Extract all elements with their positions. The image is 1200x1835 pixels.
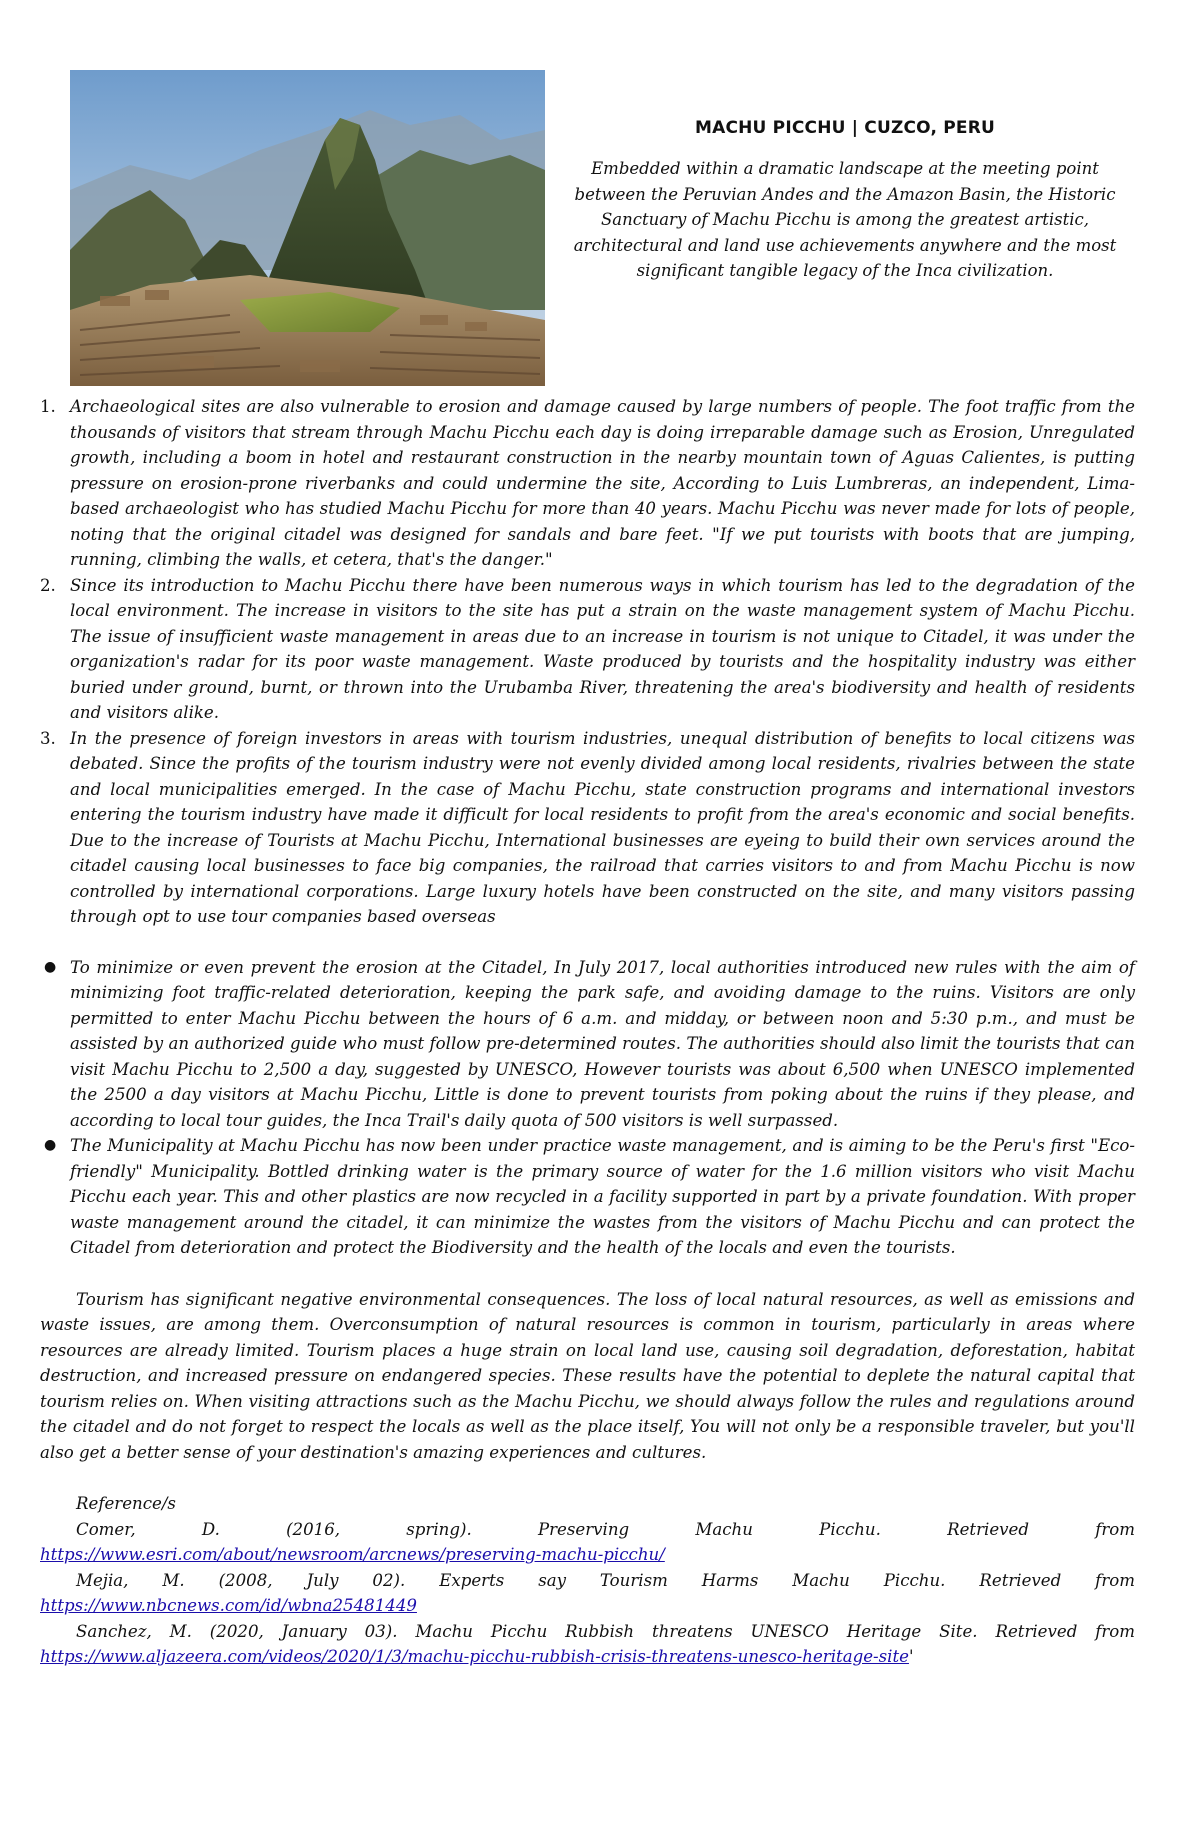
references-section — [40, 1491, 1135, 1670]
reference-link[interactable]: https://www.esri.com/about/newsroom/arcnews/preserving-machu-picchu/ — [40, 1545, 665, 1564]
conclusion-paragraph: Tourism has significant negative environmental consequences. The loss of local natural resources, as well as emissions and waste issues, are among them. Overconsumption of natural resources is common in tourism, particularly in areas where resources are already limited. Tourism places a huge strain on local land use, causing soil degradation, deforestation, habitat destruction, and increased pressure on endangered species. These results have the potential to deplete the natural capital that tourism relies on. When visiting attractions such as the Machu Picchu, we should always follow the rules and regulations around the citadel and do not forget to respect the locals as well as the place itself, You will not only be a responsible traveler, but you'll also get a better sense of your destination's amazing experiences and cultures. — [40, 1289, 1135, 1462]
bullet-list — [40, 955, 1135, 1261]
list-number: 1. — [40, 397, 56, 416]
reference-entry — [40, 1619, 1135, 1670]
list-number: 2. — [40, 575, 56, 595]
list-item-text: The Municipality at Machu Picchu has now been under practice waste management, and is aiming to be the Peru's first "Eco-friendly" Municipality. Bottled drinking water is the primary source of water for the 1.6 million visitors who visit Machu Picchu each year. This and other plastics are now recycled in a facility supported in part by a private foundation. With proper waste management around the citadel, it can minimize the wastes from the visitors of Machu Picchu and can protect the Citadel from deterioration and protect the Biodiversity and the health of the locals and even the tourists. — [70, 1136, 1135, 1257]
list-item-text: To minimize or even prevent the erosion at the Citadel, In July 2017, local authorities introduced new rules with the aim of minimizing foot traffic-related deterioration, keeping the park safe, and avoiding damage to the ruins. Visitors are only permitted to enter Machu Picchu between the hours of 6 a.m. and midday, or between noon and 5:30 p.m., and must be assisted by an authorized guide who must follow pre-determined routes. The authorities should also limit the tourists that can visit Machu Picchu to 2,500 a day, suggested by UNESCO, However tourists was about 6,500 when UNESCO implemented the 2500 a day visitors at Machu Picchu, Little is done to prevent tourists from poking about the ruins if they please, and according to local tour guides, the Inca Trail's daily quota of 500 visitors is well surpassed. — [70, 957, 1135, 1130]
bullet-icon: ● — [44, 958, 57, 975]
reference-text: Mejia, M. (2008, July 02). Experts say Tourism Harms Machu Picchu. Retrieved from — [76, 1570, 1135, 1590]
list-item-text: In the presence of foreign investors in areas with tourism industries, unequal distribution of benefits to local citizens was debated. Since the profits of the tourism industry were not evenly divided among local residents, rivalries between the state and local municipalities emerged. In the case of Machu Picchu, state construction programs and international investors entering the tourism industry have made it difficult for local residents to profit from the area's economic and social benefits. Due to the increase of Tourists at Machu Picchu, International businesses are eyeing to build their own services around the citadel causing local businesses to face big companies, the railroad that carries visitors to and from Machu Picchu is now controlled by international corporations. Large luxury hotels have been constructed on the site, and many visitors passing through opt to use tour companies based overseas — [70, 728, 1135, 926]
list-number: 3. — [40, 728, 56, 748]
reference-suffix: ' — [908, 1647, 914, 1666]
references-heading: Reference/s — [76, 1494, 176, 1513]
reference-link[interactable]: https://www.nbcnews.com/id/wbna25481449 — [40, 1596, 417, 1615]
reference-entry — [40, 1517, 1135, 1568]
list-item — [40, 726, 1135, 930]
list-item — [40, 1133, 1135, 1261]
body-text — [40, 394, 1135, 1670]
reference-link[interactable]: https://www.aljazeera.com/videos/2020/1/3/machu-picchu-rubbish-crisis-threatens-unesco-heritage-site — [40, 1647, 909, 1666]
reference-text: Sanchez, M. (2020, January 03). Machu Picchu Rubbish threatens UNESCO Heritage Site. Retrieved from — [76, 1621, 1135, 1641]
list-item — [40, 573, 1135, 726]
list-item — [40, 394, 1135, 573]
reference-entry — [40, 1568, 1135, 1619]
intro-paragraph: Embedded within a dramatic landscape at the meeting point between the Peruvian Andes and the Amazon Basin, the Historic Sanctuary of Machu Picchu is among the greatest artistic, architectural and land use achievements anywhere and the most significant tangible legacy of the Inca civilization. — [573, 159, 1117, 280]
machu-picchu-photo — [70, 70, 545, 386]
reference-text: Comer, D. (2016, spring). Preserving Machu Picchu. Retrieved from — [76, 1519, 1135, 1539]
list-item-text: Since its introduction to Machu Picchu there have been numerous ways in which tourism has led to the degradation of the local environment. The increase in visitors to the site has put a strain on the waste management system of Machu Picchu. The issue of insufficient waste management in areas due to an increase in tourism is not unique to Citadel, it was under the organization's radar for its poor waste management. Waste produced by tourists and the hospitality industry was either buried under ground, burnt, or thrown into the Urubamba River, threatening the area's biodiversity and health of residents and visitors alike. — [70, 575, 1135, 722]
list-item — [40, 955, 1135, 1134]
page-title: MACHU PICCHU | CUZCO, PERU — [694, 118, 996, 138]
numbered-list — [40, 394, 1135, 930]
header-block — [555, 118, 1135, 284]
bullet-icon: ● — [44, 1137, 57, 1153]
list-item-text: Archaeological sites are also vulnerable to erosion and damage caused by large numbers of people. The foot traffic from the thousands of visitors that stream through Machu Picchu each day is doing irreparable damage such as Erosion, Unregulated growth, including a boom in hotel and restaurant construction in the nearby mountain town of Aguas Calientes, is putting pressure on erosion-prone riverbanks and could undermine the site, According to Luis Lumbreras, an independent, Lima-based archaeologist who has studied Machu Picchu for more than 40 years. Machu Picchu was never made for lots of people, noting that the original citadel was designed for sandals and bare feet. "If we put tourists with boots that are jumping, running, climbing the walls, et cetera, that's the danger." — [70, 397, 1135, 569]
